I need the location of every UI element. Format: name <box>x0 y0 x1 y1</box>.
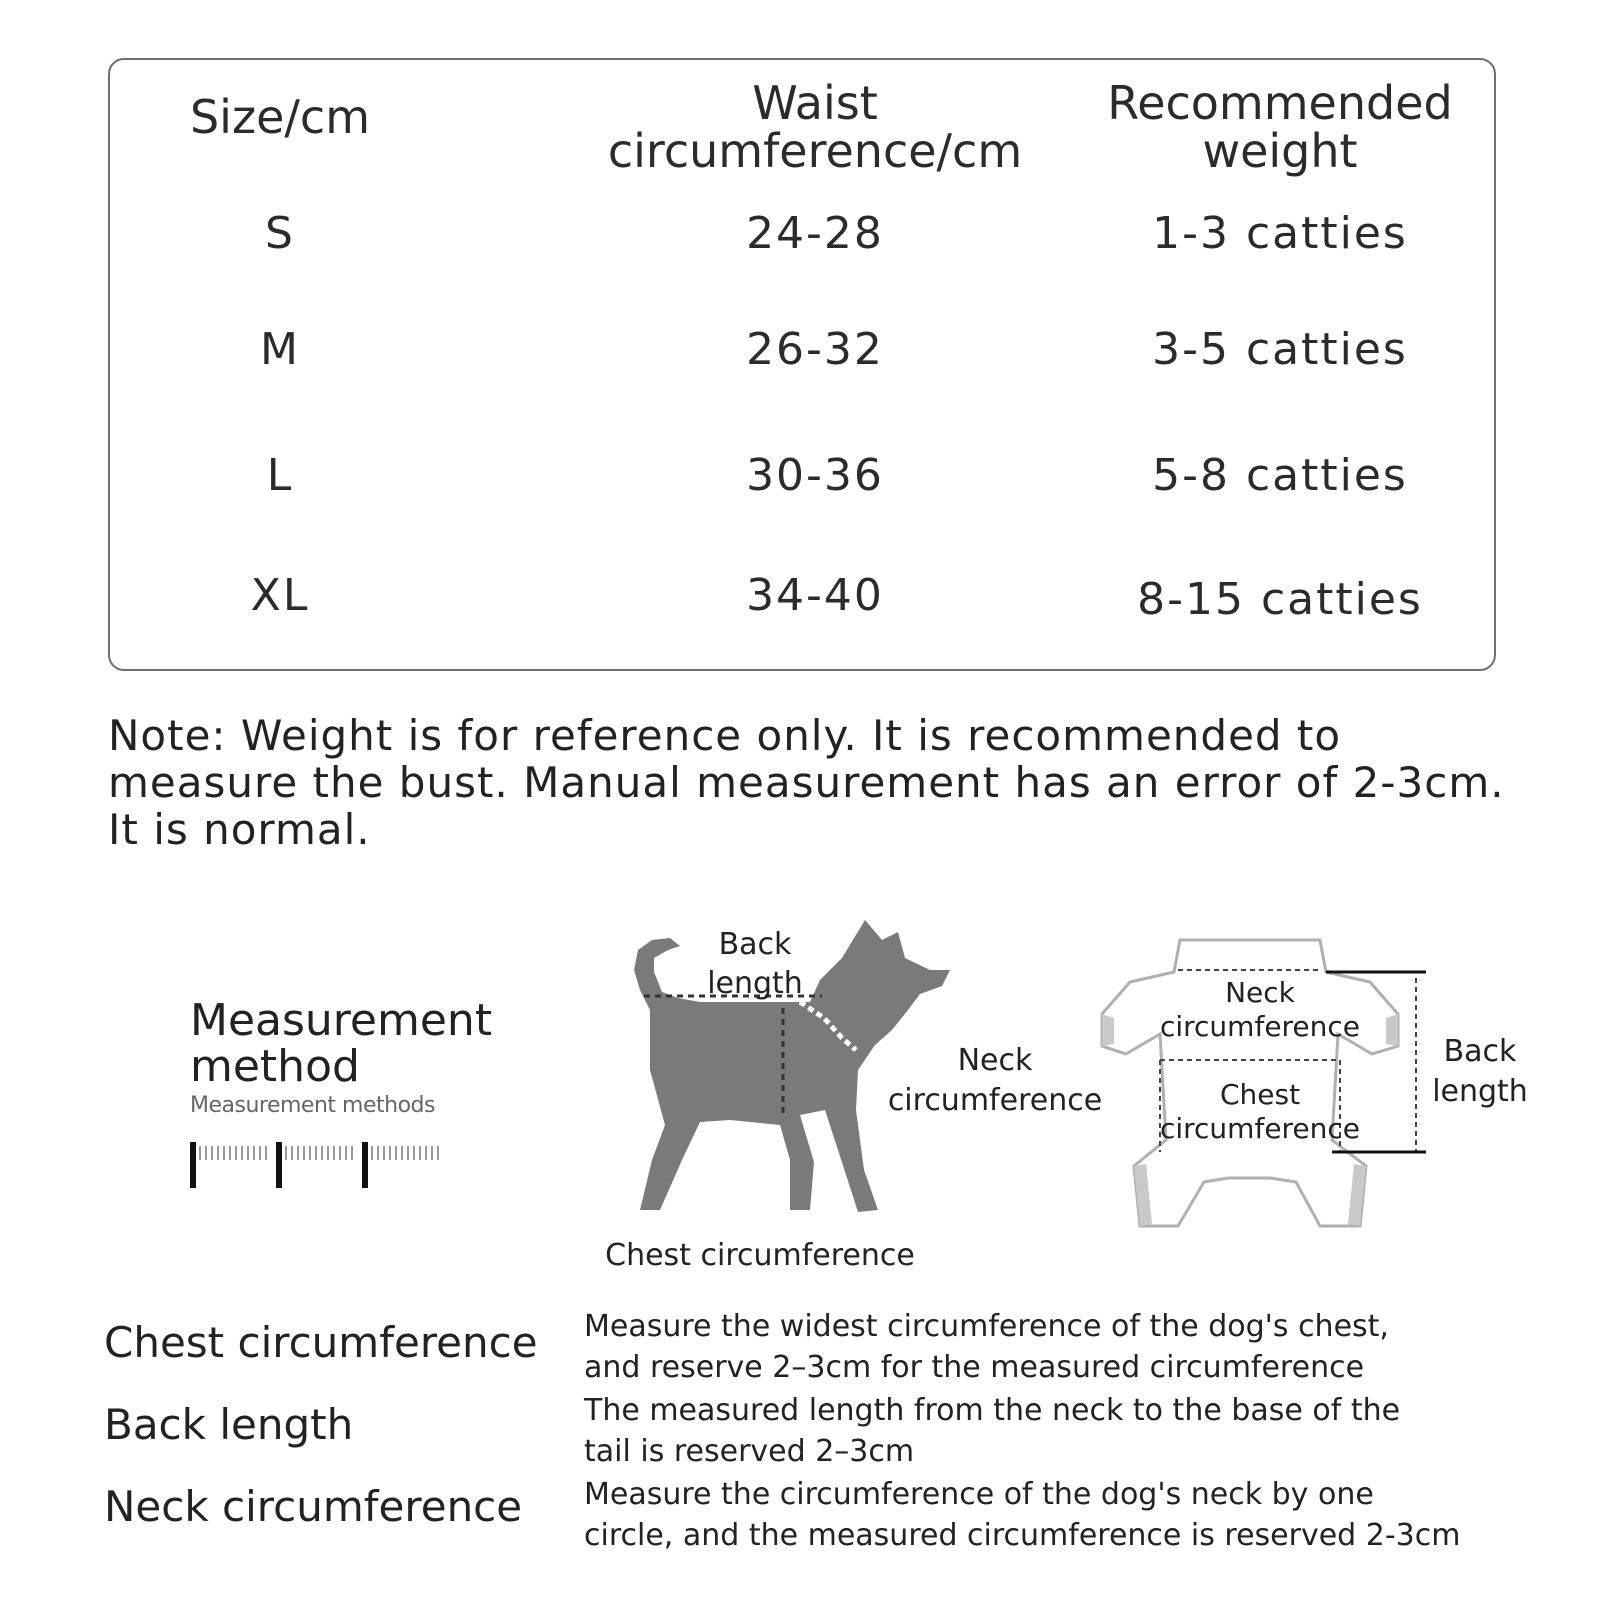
def-term-chest: Chest circumference <box>104 1318 538 1367</box>
method-title-line1: Measurement <box>190 995 493 1046</box>
garment-back-line2: length <box>1432 1074 1528 1109</box>
note-line: Note: Weight is for reference only. It is recommended to <box>108 711 1342 760</box>
def-desc-line: Measure the widest circumference of the dog's chest, <box>584 1309 1389 1344</box>
def-term-back: Back length <box>104 1400 354 1449</box>
def-desc-line: Measure the circumference of the dog's neck by one <box>584 1477 1374 1512</box>
row-waist: 26-32 <box>746 324 884 375</box>
ruler-icon <box>190 1140 450 1190</box>
method-subtitle: Measurement methods <box>190 1093 435 1118</box>
row-size: L <box>266 450 294 501</box>
header-weight-line1: Recommended <box>1107 76 1453 130</box>
row-waist: 34-40 <box>746 570 884 621</box>
dog-neck-line1: Neck <box>957 1043 1033 1078</box>
header-waist-line1: Waist <box>752 76 878 130</box>
header-waist-line2: circumference/cm <box>607 124 1023 178</box>
row-waist: 30-36 <box>746 450 884 501</box>
row-size: XL <box>250 570 310 621</box>
row-weight: 3-5 catties <box>1152 324 1408 375</box>
header-size: Size/cm <box>189 90 371 144</box>
row-waist: 24-28 <box>746 208 884 259</box>
garment-neck-line1: Neck <box>1225 976 1295 1009</box>
garment-back-line1: Back <box>1443 1034 1517 1069</box>
note-line: It is normal. <box>108 805 371 854</box>
row-size: M <box>260 324 300 375</box>
garment-neck-line2: circumference <box>1159 1010 1361 1043</box>
def-desc-chest <box>584 1306 1544 1388</box>
def-desc-line: The measured length from the neck to the base of the <box>584 1393 1401 1428</box>
note-text <box>108 712 1528 853</box>
def-desc-line: and reserve 2–3cm for the measured circumference <box>584 1350 1365 1385</box>
method-title-line2: method <box>190 1041 360 1092</box>
dog-neck-line2: circumference <box>887 1083 1103 1118</box>
def-term-neck: Neck circumference <box>104 1482 523 1531</box>
header-weight-line2: weight <box>1202 124 1358 178</box>
dog-back-length-line2: length <box>707 966 803 1001</box>
def-desc-line: tail is reserved 2–3cm <box>584 1434 915 1469</box>
def-desc-back <box>584 1390 1544 1472</box>
dog-back-length-line1: Back <box>718 927 792 962</box>
row-weight: 1-3 catties <box>1152 208 1408 259</box>
row-size: S <box>265 208 295 259</box>
dog-chest-label: Chest circumference <box>605 1238 915 1273</box>
garment-chest-line2: circumference <box>1159 1112 1361 1145</box>
def-desc-neck <box>584 1474 1544 1556</box>
garment-chest-line1: Chest <box>1219 1078 1301 1111</box>
size-table <box>108 58 1496 671</box>
note-line: measure the bust. Manual measurement has an error of 2-3cm. <box>108 758 1505 807</box>
row-weight: 8-15 catties <box>1137 574 1423 625</box>
def-desc-line: circle, and the measured circumference is reserved 2-3cm <box>584 1518 1461 1553</box>
row-weight: 5-8 catties <box>1152 450 1408 501</box>
